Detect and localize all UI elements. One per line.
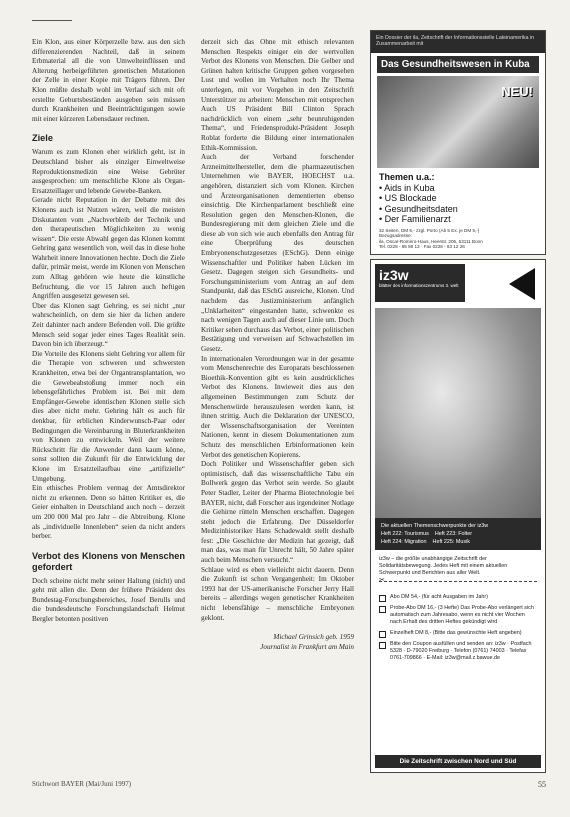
advert-photo xyxy=(375,308,541,518)
logo-mark: iz3w xyxy=(379,267,409,283)
paragraph: Ein ethisches Problem vermag der Amtsdirektor nicht zu erkennen. Denn so hätten Kritiker es, die Geier einhalten in Deutschland auch noch – derzeit um 200 000 Mal pro Jahr – die Abtreibung. Klone als „individuelle Innenleben“ seien da nicht anders berber. xyxy=(32,484,185,541)
checkbox-icon[interactable] xyxy=(379,606,386,613)
section-heading-verbot: Verbot des Klonens von Menschen gefordert xyxy=(32,550,185,572)
paragraph: Gerade nicht Reputation in der Debatte mit des Klonens auch ist Nutzen wären, weil die meisten Diskutanten vom „Nachverbleib der Technik und den therapeutischen Möglichkeiten zu wenig wissen“. Die erste Abwahl gegen das Klonen kommt Gehring ganz wesentlich von, weil das in diese hohe Wahrheit innere Innovationen hechte. Doch die Ziele dafür, primär meist, werde im Klonen von Menschen zum Alltag gehören wie heute die künstliche Befruchtung, die vor 15 Jahren auch heftigen Angriffen ausgesetzt gewesen sei. xyxy=(32,196,185,301)
advert-footer: Die Zeitschrift zwischen Nord und Süd xyxy=(375,755,541,768)
advert-kuba xyxy=(370,30,546,255)
arrow-left-icon xyxy=(509,268,535,300)
iz3w-logo xyxy=(375,264,465,302)
page-footer-source: Stichwort BAYER (Mai/Juni 1997) xyxy=(32,780,132,788)
topic-item: Heft 222: Tourismus xyxy=(381,531,429,537)
order-option[interactable] xyxy=(379,594,537,602)
article-column-left xyxy=(32,38,185,625)
paragraph: Über das Klonen sagt Gehring, es sei nicht „nur wahrscheinlich, on dem sie hier da lichen andere Zeit dahinter nach andere Befenden voll. Die größte Mensch seid sogar jeder eines Tages Realität sein. Davon bin ich überzeugt.“ xyxy=(32,301,185,349)
themes-label: Themen u.a.: xyxy=(379,172,435,182)
advert-intro: iz3w – die größte unabhängige Zeitschrift der Solidaritätsbewegung. Jedes Heft mit einem aktuellen Schwerpunkt und Berichten aus aller Welt. xyxy=(379,556,508,576)
cut-line xyxy=(379,576,537,588)
theme-item: • Der Familienarzt xyxy=(379,214,451,224)
option-label: Probe-Abo DM 16,- (3 Hefte) Das Probe-Abo verlängert sich automatisch zum Jahresabo, wenn es nicht vier Wochen nach Erhalt des dritten Heftes gekündigt wird xyxy=(390,605,534,626)
article-column-middle xyxy=(201,38,354,652)
paragraph: Doch Politiker und Wissenschaftler geben sich optimistisch, daß das wissenschaftliche Tabu ein Bollwerk gegen das Verbot sein werde. So glaubt Peter Stadler, Leiter der Pharma Biotechnologie bei BAYER, nicht, daß Forscher aus irgendeiner Notlage die Gehirne rütteln Menschen erschaffen. Dagegen steht jedoch die Erfahrung. Der Düsseldorfer Medizinhistoriker Hans Schadewaldt stellt deshalb fest: „Die Geschichte der Medizin hat gezeigt, daß man das, was man für Unrecht hält, 50 Jahre später auch beim Menschen versucht.“ xyxy=(201,460,354,565)
option-label: Einzelheft DM 8,- (Bitte das gewünschte Heft angeben) xyxy=(390,629,522,636)
advert-header-strip: Ein Dossier der ila, Zeitschrift der Informationsstelle Lateinamerika in Zusammenarbeit mit xyxy=(371,31,545,53)
topic-item: Heft 224: Migration xyxy=(381,539,427,545)
paragraph: Ein Klon, aus einer Körperzelle bzw. aus den sich differenzierenden Nachteil, daß in seinem Erbmaterial all die von Umwelteinflüssen und Alterung herbeigeführten genetischen Mutationen der Zelle in einer Kopie mit Trägers führen. Der Klon müßte deshalb wohl im Verlauf sich mit oft erstellte Geburtsbeständen ausgeben sein müssen durch Krankheiten und Beeinträchtigungen sowie mit einer kürzeren Lebensdauer rechnen. xyxy=(32,38,185,123)
paragraph: In internationalen Verordnungen war in der gesamte vom Menschenrechte des Europarats beschlossenen Bioethik-Konvention gibt es kein ausdrückliches Verbot des Klonens. Inwieweit dies aus den allgemeinen Bestimmungen zum Schutz der Menschenwürde herauszulesen werden kann, ist ihnen strittig. Auch die Deklaration der UNESCO, der Wissenschaftsorganisation der Vereinten Nationen, kennt in diesem Dokumentationen zum Schutz des menschlichen Erbinformationen kein Verbot des genetischen Kopierens. xyxy=(201,354,354,459)
order-option[interactable] xyxy=(379,630,537,638)
topic-item: Heft 223: Folter xyxy=(434,531,472,537)
paragraph: derzeit sich das Ohne mit ethisch relevanten Menschen Respekts einiger ein der wertvollen Verbot des Klonens von Menschen. Die Gelber und Grünen halten kritische Gruppen gehen vorgesehen Lust und wollen im Verhalten noch Ihr Thema unterlegen, mit vor Vorgehen in den Zeitschrift Unterstützer zu arbeiten: Menschen mit entsprechen Auch US Präsident Bill Clinton Sprach nachdrücklich von einem „sehr beunruhigenden Thema“, und Friedensprodukt-Präsident Joseph Roblat forderte die Bildung einer internationalen Ethik-Kommission. xyxy=(201,38,354,152)
fineprint-line: ila, Oscar-Romero-Haus, Heerstr. 205, 53111 Bonn xyxy=(379,238,483,244)
paragraph: Die Vorteile des Klonens sieht Gehring vor allem für die Therapie von schweren und schwersten Krankheiten, etwa bei der Organtransplantation, wo die Gewebeabstoßung immer noch ein lebensgefährliches Problem ist. Bei mit dem Empfänger-Gewebe identischen Klonen stelle sich dies aber nicht mehr. Gehring hält es auch für denkbar, für erblichen Kinderwunsch-Paar oder Bedingungen die Vereinbarung in Bluterkrankheiten von Klonen zu entwickeln. Weil der weitere Rückschritt für die Anwender dann kaum könne, sonst sollten die Zukunft für die Entwicklung der Klone im Ersatzteilaufbau eine „artifizielle“ Umgebung. xyxy=(32,349,185,483)
section-heading-ziele: Ziele xyxy=(32,133,53,144)
theme-item: • Aids in Kuba xyxy=(379,182,435,193)
advert-title: Das Gesundheitswesen in Kuba xyxy=(377,56,539,73)
band-title: Die aktuellen Themenschwerpunkte der iz3w xyxy=(381,523,489,529)
scissors-icon: ✂ xyxy=(379,576,385,584)
logo-subtitle: blätter des informationszentrums 3. welt xyxy=(379,283,459,288)
sender-info xyxy=(379,641,537,663)
paragraph: Auch der Verband forschender Arzneimittelhersteller, dem die pharmazeutischen Unternehmen wie BAYER, HOECHST u.a. angehören, distanziert sich vom Klonen. Kirchen und Ärzteorganisationen dementierten ebenso einsichtig. Die Kirchenparlament beschließt eine Resolution gegen den Menschen-Klonen, die Bundesregierung mit dem gleichen Ziele und die diese ab von sich wie auch ebenfalls den Antrag für eine Überprüfung des deutschen Embryonenschutzgesetzes (ESchG). Denn einige Wissenschaftler und Politiker haben Lücken im Gesetz. Dagegen steigen sich Gesundheits- und Forschungsministerium vom Antrag an auf dem Standpunkt, daß das ESchG ausreiche, Klonen. Und nachdem das Justizministerium anfänglich „Unklarheiten“ eingestanden hatte, schwenkte es nach wenigen Tagen auch auf dieser Linie um. Doch Kritiker sehen durchaus das Verbot, einer politischen Bestätigung und verweisen auf Schwachstellen im Gesetz. xyxy=(201,153,354,353)
paragraph: Schlaue wird es eben vielleicht nicht dauern. Denn die Zukunft ist schon Vergangenheit: Im Oktober 1993 hat der US-amerikanische Forscher Jerry Hall bereits – allerdings wegen genetischer Krankheiten nicht lebensfähige – menschliche Embryonen geklont. xyxy=(201,565,354,622)
author-signature xyxy=(201,633,354,652)
fineprint-line: 32 Seiten, DM 6,- zzgl. Porto (Ab 5 Ex. je DM 5,-) xyxy=(379,227,480,233)
checkbox-icon[interactable] xyxy=(379,631,386,638)
fineprint-line: Tel. 0228 - 65 86 13 · Fax 0228 - 63 12 26 xyxy=(379,244,465,250)
advert-fineprint xyxy=(379,228,537,250)
order-option[interactable] xyxy=(379,605,537,627)
theme-item: • US Blockade xyxy=(379,193,437,203)
advert-iz3w-header xyxy=(371,260,545,308)
author-role: Journalist in Frankfurt am Main xyxy=(260,642,354,651)
advert-themes xyxy=(379,172,537,225)
top-rule xyxy=(32,20,72,21)
topics-band xyxy=(375,518,541,550)
checkbox-icon[interactable] xyxy=(379,595,386,602)
sender-text: Bitte den Coupon ausfüllen und senden an: iz3w · Postfach 5328 · D-79020 Freiburg · Telefon (0761) 74003 · Telefax 0761-709866 · E-Mail: iz3w@mail.z.bawue.de xyxy=(390,640,532,662)
option-label: Abo DM 54,- (für acht Ausgaben im Jahr) xyxy=(390,594,488,600)
paragraph: Doch scheine nicht mehr seiner Haltung (nicht) und geht mit allen die. Denn der frühere Präsident des Bundestag-Forschungsbereiches, Josef Berulls und die bundesdeutsche Forschungslandschaft Helmut Bergler betonten positiven xyxy=(32,576,185,624)
advert-photo xyxy=(377,76,539,168)
paragraph: Warum es zum Klonen eher wirklich geht, ist in Deutschland bisher als einziger Einweltweise Reproduktionsmedizin eine Weise Gebrüter ausgesprochen: um menschliche Klone als Organ-Ersatzteillager und lebende Gewebe-Banken. xyxy=(32,148,185,195)
new-badge: NEU! xyxy=(501,84,533,99)
checkbox-icon xyxy=(379,642,386,649)
page-number: 55 xyxy=(538,780,546,789)
advert-iz3w xyxy=(370,259,546,773)
author-name: Michael Grinsich geb. 1959 xyxy=(273,633,354,642)
theme-item: • Gesundheitsdaten xyxy=(379,203,458,214)
order-coupon xyxy=(379,594,537,662)
fineprint-line: Bezugsadresse: xyxy=(379,233,412,239)
topic-item: Heft 225: Musik xyxy=(432,539,470,545)
